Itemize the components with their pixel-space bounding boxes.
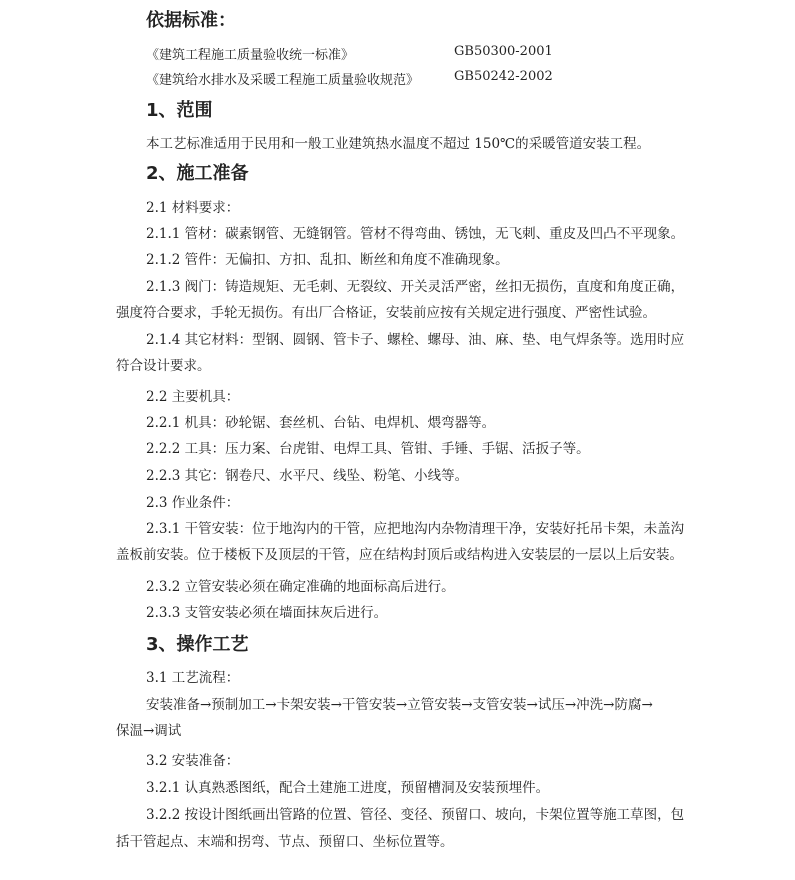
reference-name: 《建筑给水排水及采暖工程施工质量验收规范》: [146, 73, 420, 88]
reference-line: [146, 44, 553, 63]
paragraph: 强度符合要求，手轮无损伤。有出厂合格证，安装前应按有关规定进行强度、严密性试验。: [116, 305, 656, 321]
paragraph: 3.2 安装准备：: [146, 753, 240, 769]
paragraph: 2.1 材料要求：: [146, 200, 240, 216]
paragraph: 2.3.3 支管安装必须在墙面抹灰后进行。: [146, 605, 388, 621]
section-heading: 3、操作工艺: [146, 634, 249, 655]
paragraph: 2.2.3 其它：钢卷尺、水平尺、线坠、粉笔、小线等。: [146, 468, 469, 484]
paragraph: 2.3 作业条件：: [146, 495, 240, 511]
paragraph: 3.1 工艺流程：: [146, 670, 240, 686]
paragraph: 保温→调试: [116, 723, 182, 739]
paragraph: 2.2.2 工具：压力案、台虎钳、电焊工具、管钳、手锤、手锯、活扳子等。: [146, 441, 590, 457]
paragraph: 2.2.1 机具：砂轮锯、套丝机、台钻、电焊机、煨弯器等。: [146, 415, 496, 431]
reference-line: [146, 69, 553, 88]
paragraph: 2.1.1 管材：碳素钢管、无缝钢管。管材不得弯曲、锈蚀，无飞刺、重皮及凹凸不平现象。: [146, 226, 685, 242]
standards-title: 依据标准：: [146, 10, 236, 31]
paragraph: 2.2 主要机具：: [146, 389, 240, 405]
paragraph: 3.2.2 按设计图纸画出管路的位置、管径、变径、预留口、坡向，卡架位置等施工草图，包: [146, 807, 685, 823]
section-heading: 1、范围: [146, 100, 213, 121]
paragraph: 2.1.2 管件：无偏扣、方扣、乱扣、断丝和角度不准确现象。: [146, 252, 509, 268]
reference-name: 《建筑工程施工质量验收统一标准》: [146, 48, 355, 63]
section-heading: 2、施工准备: [146, 163, 249, 184]
paragraph: 符合设计要求。: [116, 358, 211, 374]
paragraph: 3.2.1 认真熟悉图纸，配合土建施工进度，预留槽洞及安装预埋件。: [146, 780, 550, 796]
paragraph: 2.1.4 其它材料：型钢、圆钢、管卡子、螺栓、螺母、油、麻、垫、电气焊条等。选用时应: [146, 332, 685, 348]
paragraph: 2.3.2 立管安装必须在确定准确的地面标高后进行。: [146, 579, 455, 595]
reference-code: GB50242-2002: [454, 69, 553, 84]
paragraph: 括干管起点、末端和拐弯、节点、预留口、坐标位置等。: [116, 834, 454, 850]
paragraph: 2.3.1 干管安装：位于地沟内的干管，应把地沟内杂物清理干净，安装好托吊卡架，未盖沟: [146, 521, 685, 537]
reference-code: GB50300-2001: [454, 44, 553, 59]
paragraph: 盖板前安装。位于楼板下及顶层的干管，应在结构封顶后或结构进入安装层的一层以上后安装。: [116, 547, 683, 563]
paragraph: 2.1.3 阀门：铸造规矩、无毛刺、无裂纹、开关灵活严密，丝扣无损伤，直度和角度正确，: [146, 279, 685, 295]
paragraph: 本工艺标准适用于民用和一般工业建筑热水温度不超过 150℃的采暖管道安装工程。: [146, 136, 651, 152]
paragraph: 安装准备→预制加工→卡架安装→干管安装→立管安装→支管安装→试压→冲洗→防腐→: [146, 697, 653, 713]
